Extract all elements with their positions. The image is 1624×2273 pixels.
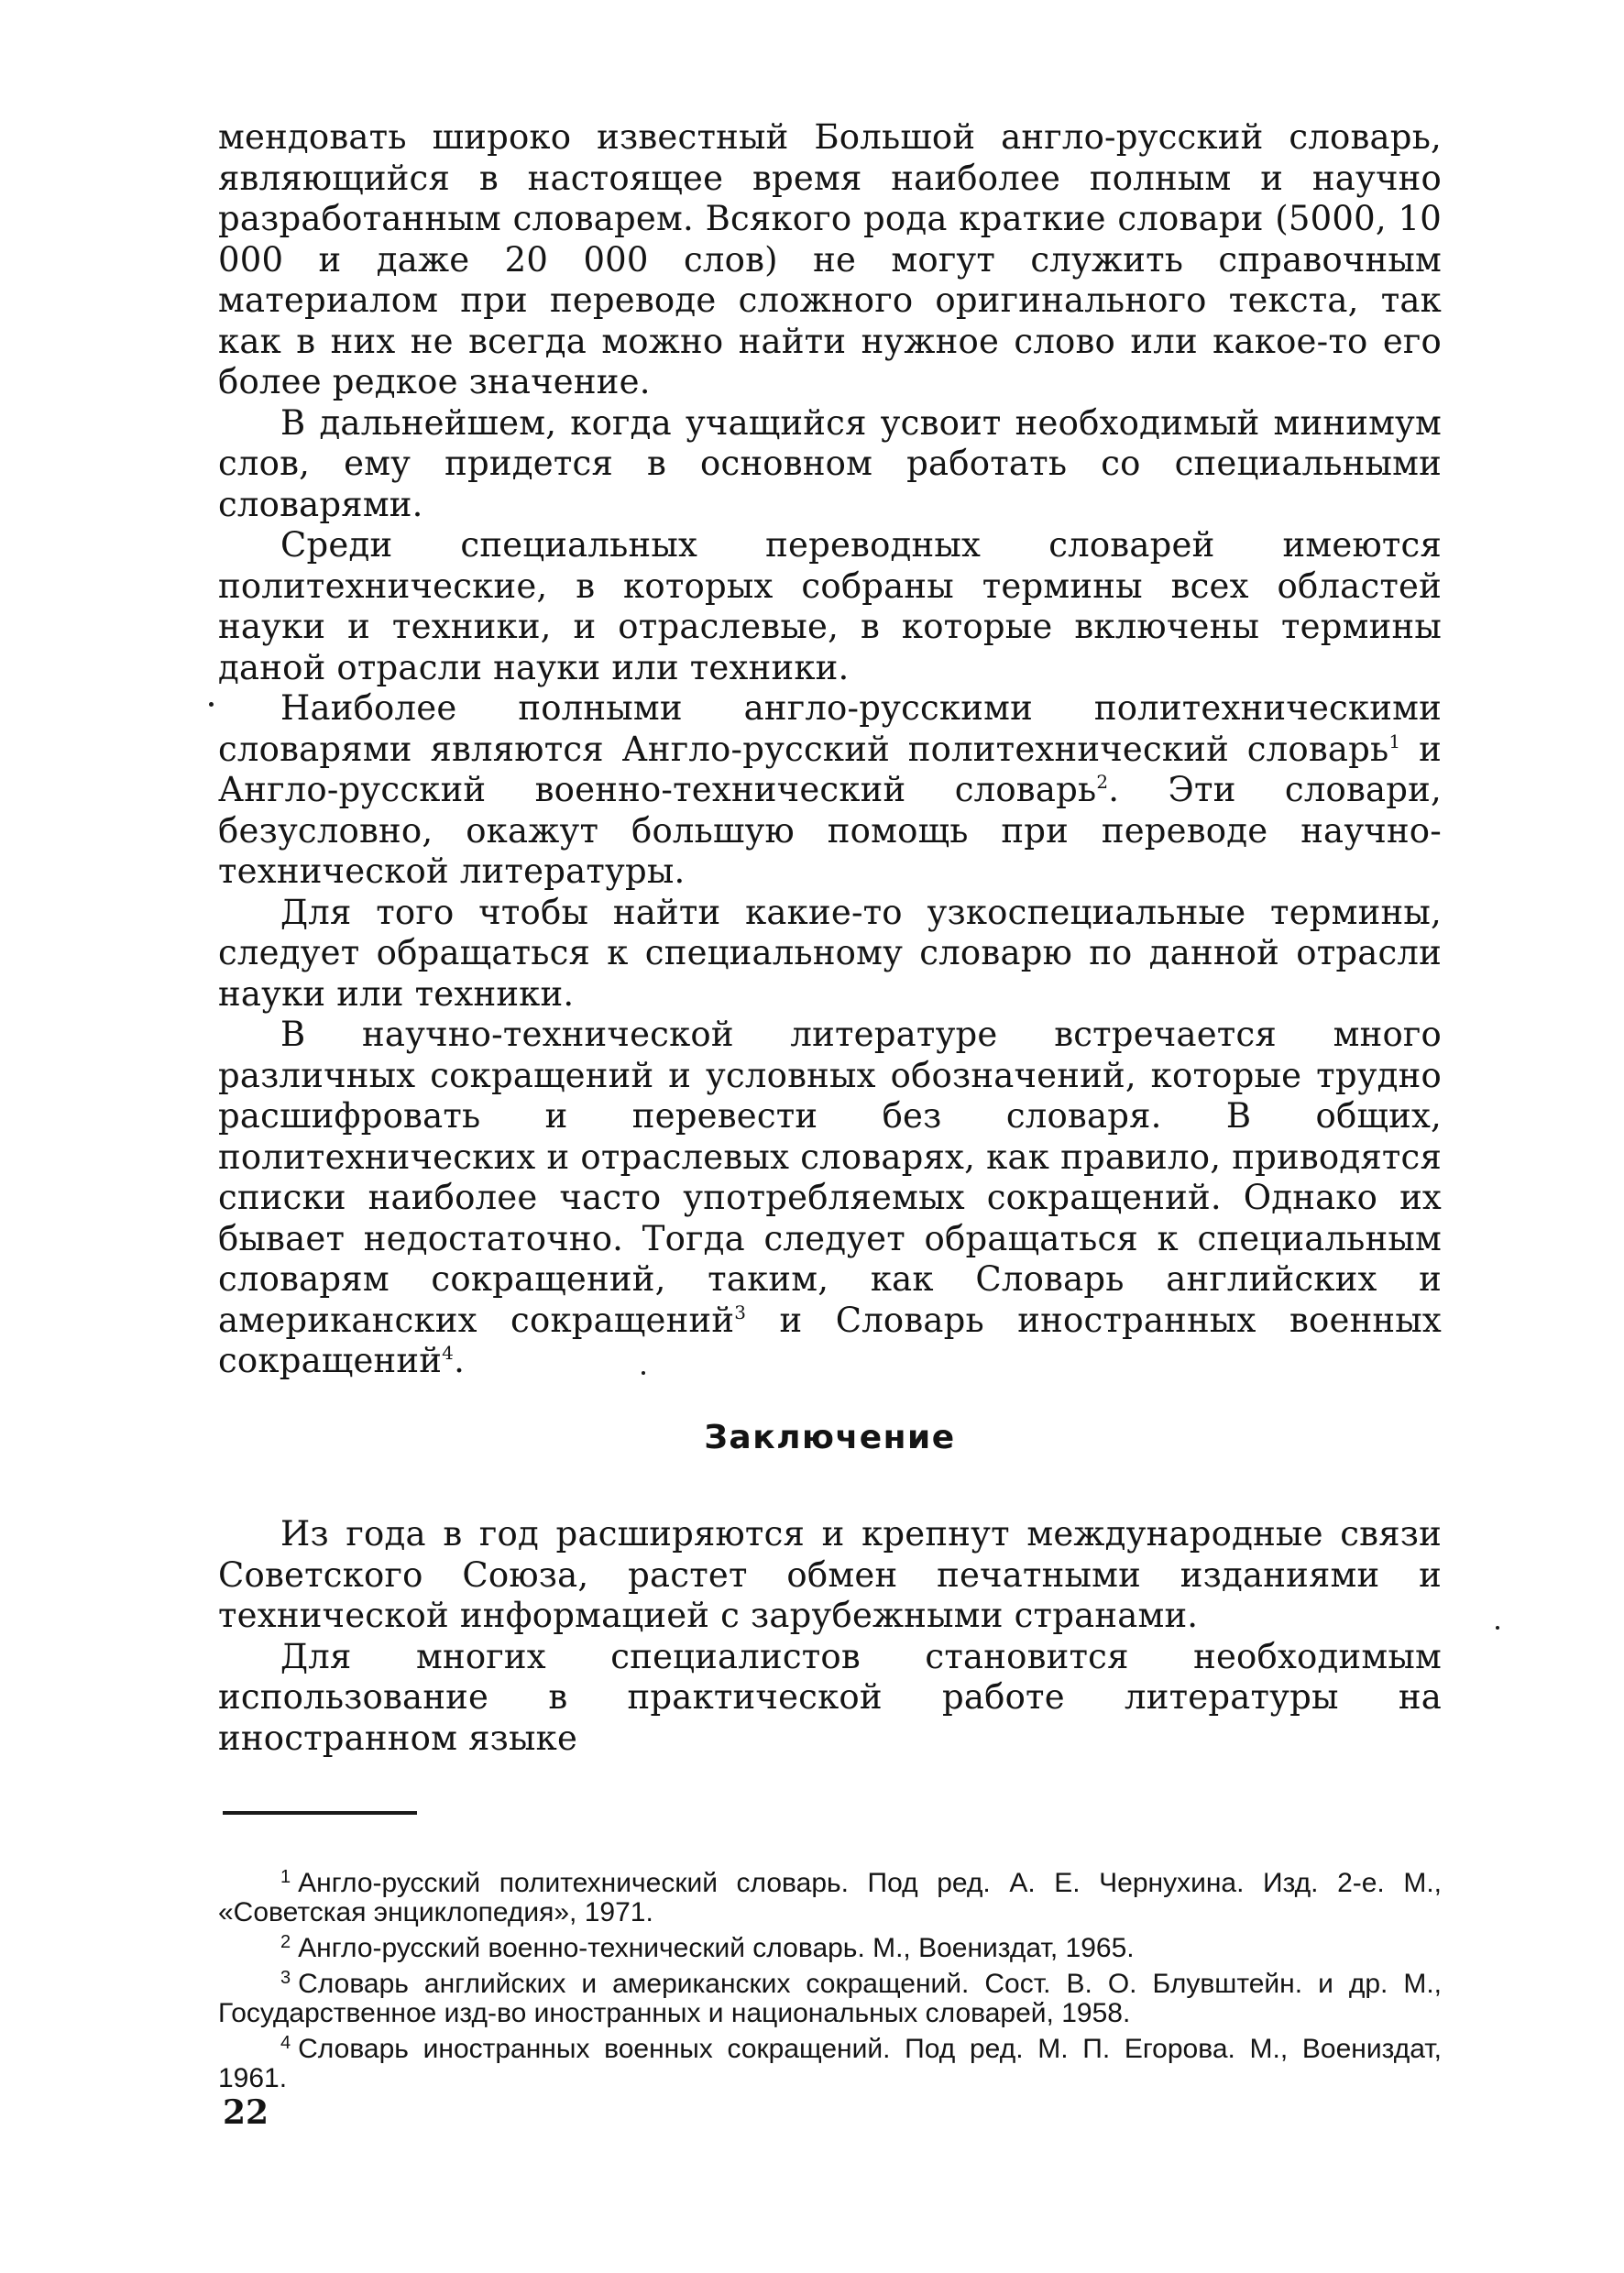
paragraph: Из года в год расширяются и крепнут международные связи Советского Союза, растет обмен печатными изданиями и технической информацией с зарубежными странами. <box>218 1514 1442 1635</box>
footnotes <box>218 1862 1442 2093</box>
footnote-number: 2 <box>280 1932 291 1952</box>
paragraph-text: и Словарь иностранных военных сокращений <box>218 1300 1443 1380</box>
paragraph-text: и Англо-русский военно-технический словарь <box>218 729 1443 809</box>
stray-dot-mark <box>209 702 214 707</box>
paragraph: Для многих специалистов становится необходимым использование в практической работе литературы на иностранном языке <box>218 1636 1442 1758</box>
footnote-text: Словарь английских и американских сокращений. Сост. В. О. Блувштейн. и др. М., Государственное изд-во иностранных и национальных словарей, 1958. <box>218 1969 1442 2028</box>
paragraph: мендовать широко известный Большой англо-русский словарь, являющийся в настоящее время наиболее полным и научно разработанным словарем. Всякого рода краткие словари (5000, 10 000 и даже 20 000 слов) не могут служить справочным материалом при переводе сложного оригинального текста, так как в них не всегда можно найти нужное слово или какое-то его более редкое значение. <box>218 117 1442 401</box>
footnote-number: 1 <box>280 1867 291 1887</box>
stray-dot-mark <box>642 1371 645 1375</box>
paragraph: Среди специальных переводных словарей имеются политехнические, в которых собраны термины всех областей науки и техники, и отраслевые, в которые включены термины даной отрасли науки или техники. <box>218 525 1442 687</box>
footnote <box>218 2028 1442 2093</box>
paragraph-text: . Эти словари, безусловно, окажут большую помощь при переводе научно-технической литературы. <box>218 770 1442 891</box>
footnote-divider <box>223 1811 417 1815</box>
paragraph <box>218 1015 1442 1382</box>
footnote-ref: 1 <box>1388 730 1401 752</box>
paragraph: В дальнейшем, когда учащийся усвоит необходимый минимум слов, ему придется в основном работать со специальными словарями. <box>218 402 1442 524</box>
stray-dot-mark <box>1496 1626 1499 1630</box>
main-text <box>218 117 1442 1382</box>
paragraph-text: Наиболее полными англо-русскими политехническими словарями являются Англо-русский политехнический словарь <box>218 688 1442 769</box>
footnote-ref: 2 <box>1096 771 1109 793</box>
footnote-text: Англо-русский политехнический словарь. Под ред. А. Е. Чернухина. Изд. 2-е. М., «Советская энциклопедия», 1971. <box>218 1868 1442 1927</box>
paragraph: Для того чтобы найти какие-то узкоспециальные термины, следует обращаться к специальному словарю по данной отрасли науки или техники. <box>218 892 1442 1014</box>
page-number: 22 <box>223 2093 269 2132</box>
footnote <box>218 1862 1442 1927</box>
conclusion-text <box>218 1514 1442 1759</box>
footnote-text: Словарь иностранных военных сокращений. Под ред. М. П. Егорова. М., Воениздат, 1961. <box>218 2034 1442 2093</box>
footnote-text: Англо-русский военно-технический словарь. М., Воениздат, 1965. <box>298 1933 1135 1963</box>
paragraph <box>218 688 1442 893</box>
paragraph-text: В научно-технической литературе встречается много различных сокращений и условных обозначений, которые трудно расшифровать и перевести без словаря. В общих, политехнических и отраслевых словарях, как правило, приводятся списки наиболее часто употребляемых сокращений. Однако их бывает недостаточно. Тогда следует обращаться к специальным словарям сокращений, таким, как Словарь английских и американских сокращений <box>218 1015 1442 1340</box>
footnote-ref: 4 <box>442 1342 455 1364</box>
footnote-number: 4 <box>280 2033 291 2053</box>
footnote <box>218 1963 1442 2028</box>
footnote-ref: 3 <box>734 1301 747 1323</box>
footnote-number: 3 <box>280 1968 291 1988</box>
paragraph-text: . <box>454 1341 466 1380</box>
footnote <box>218 1927 1442 1963</box>
section-heading: Заключение <box>704 1419 956 1456</box>
